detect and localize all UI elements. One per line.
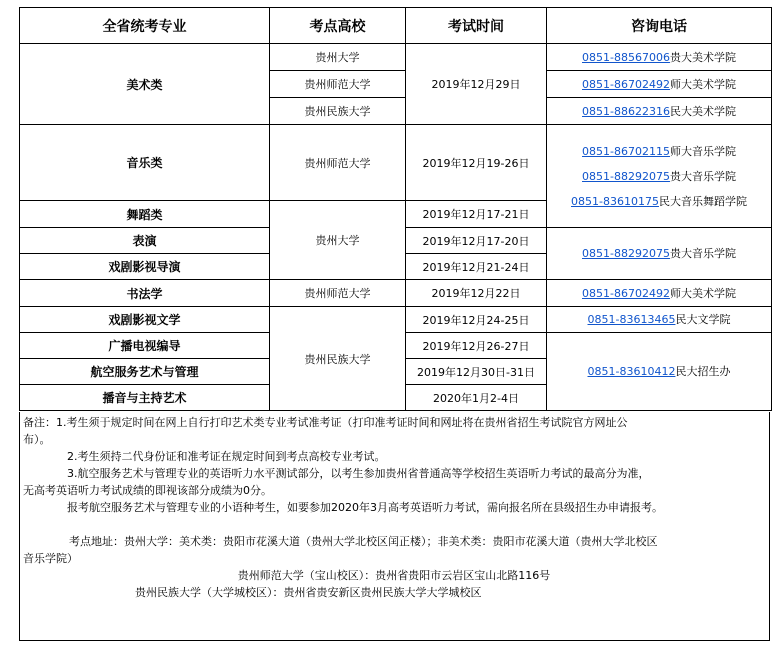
phone-label: 师大美术学院 <box>669 286 736 300</box>
phone-cell <box>547 125 772 228</box>
school-cell: 贵州师范大学 <box>270 125 406 201</box>
header-row <box>20 8 772 44</box>
time-cell: 2019年12月17-20日 <box>406 228 547 254</box>
header-phone: 咨询电话 <box>547 8 772 44</box>
notes-section <box>19 412 770 641</box>
category-broadcast: 广播电视编导 <box>20 333 270 359</box>
phone-label: 贵大音乐学院 <box>669 169 736 183</box>
school-cell: 贵州大学 <box>270 44 406 71</box>
phone-link[interactable]: 0851-86702492 <box>582 77 670 91</box>
table-row <box>20 307 772 333</box>
category-hosting: 播音与主持艺术 <box>20 385 270 411</box>
table-row <box>20 44 772 71</box>
phone-link[interactable]: 0851-86702492 <box>582 286 670 300</box>
category-literature: 戏剧影视文学 <box>20 307 270 333</box>
phone-cell <box>547 98 772 125</box>
time-cell: 2019年12月30日-31日 <box>406 359 547 385</box>
phone-label: 师大美术学院 <box>669 77 736 91</box>
time-cell: 2019年12月21-24日 <box>406 254 547 280</box>
phone-cell <box>547 71 772 98</box>
category-dance: 舞蹈类 <box>20 201 270 228</box>
table-row <box>20 280 772 307</box>
time-cell: 2019年12月22日 <box>406 280 547 307</box>
note-line: 2.考生须持二代身份证和准考证在规定时间到考点高校专业考试。 <box>67 450 386 463</box>
note-spacer <box>23 516 765 533</box>
phone-label: 贵大音乐学院 <box>669 247 736 260</box>
phone-link[interactable]: 0851-88292075 <box>582 247 670 260</box>
category-acting: 表演 <box>20 228 270 254</box>
time-cell: 2019年12月19-26日 <box>406 125 547 201</box>
phone-link[interactable]: 0851-86702115 <box>582 144 670 158</box>
phone-label: 民大招生办 <box>675 365 731 378</box>
phone-label: 民大美术学院 <box>669 104 736 118</box>
category-directing: 戏剧影视导演 <box>20 254 270 280</box>
phone-link[interactable]: 0851-83610412 <box>587 365 676 378</box>
category-calligraphy: 书法学 <box>20 280 270 307</box>
school-cell: 贵州民族大学 <box>270 307 406 411</box>
phone-link[interactable]: 0851-88622316 <box>582 104 670 118</box>
phone-label: 师大音乐学院 <box>669 144 736 158</box>
phone-cell <box>547 44 772 71</box>
school-cell: 贵州民族大学 <box>270 98 406 125</box>
note-line: 布）。 <box>23 433 51 446</box>
phone-cell <box>547 333 772 411</box>
school-cell: 贵州师范大学 <box>270 71 406 98</box>
time-cell: 2019年12月29日 <box>406 44 547 125</box>
school-cell: 贵州大学 <box>270 201 406 280</box>
phone-link[interactable]: 0851-83610175 <box>571 194 659 208</box>
header-time: 考试时间 <box>406 8 547 44</box>
phone-link[interactable]: 0851-88567006 <box>582 50 670 64</box>
category-art: 美术类 <box>20 44 270 125</box>
phone-cell <box>547 228 772 280</box>
note-line: 无高考英语听力考试成绩的即视该部分成绩为0分。 <box>23 484 272 497</box>
address-line: 贵州民族大学（大学城校区）：贵州省贵安新区贵州民族大学大学城校区 <box>135 586 482 599</box>
note-line: 报考航空服务艺术与管理专业的小语种考生，如要参加2020年3月高考英语听力考试，需向报名所在县级招生办申请报考。 <box>67 501 663 514</box>
time-cell: 2019年12月24-25日 <box>406 307 547 333</box>
phone-label: 民大文学院 <box>675 313 731 326</box>
phone-cell <box>547 307 772 333</box>
note-line: 3.航空服务艺术与管理专业的英语听力水平测试部分，以考生参加贵州省普通高等学校招生英语听力考试的最高分为准， <box>67 467 650 480</box>
header-major: 全省统考专业 <box>20 8 270 44</box>
category-music: 音乐类 <box>20 125 270 201</box>
exam-schedule-table <box>19 7 772 411</box>
header-school: 考点高校 <box>270 8 406 44</box>
phone-link[interactable]: 0851-88292075 <box>582 169 670 183</box>
category-aviation: 航空服务艺术与管理 <box>20 359 270 385</box>
phone-label: 贵大美术学院 <box>669 50 736 64</box>
school-cell: 贵州师范大学 <box>270 280 406 307</box>
address-line: 考点地址：贵州大学：美术类：贵阳市花溪大道（贵州大学北校区闰正楼）；非美术类：贵阳市花溪大道（贵州大学北校区 <box>69 535 658 548</box>
table-row <box>20 125 772 201</box>
address-line: 音乐学院） <box>23 552 78 565</box>
time-cell: 2020年1月2-4日 <box>406 385 547 411</box>
phone-cell <box>547 280 772 307</box>
phone-label: 民大音乐舞蹈学院 <box>658 194 747 208</box>
note-line: 备注：1.考生须于规定时间在网上自行打印艺术类专业考试准考证（打印准考证时间和网址将在贵州省招生考试院官方网址公 <box>23 416 628 429</box>
time-cell: 2019年12月17-21日 <box>406 201 547 228</box>
phone-link[interactable]: 0851-83613465 <box>587 313 676 326</box>
address-line: 贵州师范大学（宝山校区）：贵州省贵阳市云岩区宝山北路116号 <box>237 569 551 582</box>
time-cell: 2019年12月26-27日 <box>406 333 547 359</box>
